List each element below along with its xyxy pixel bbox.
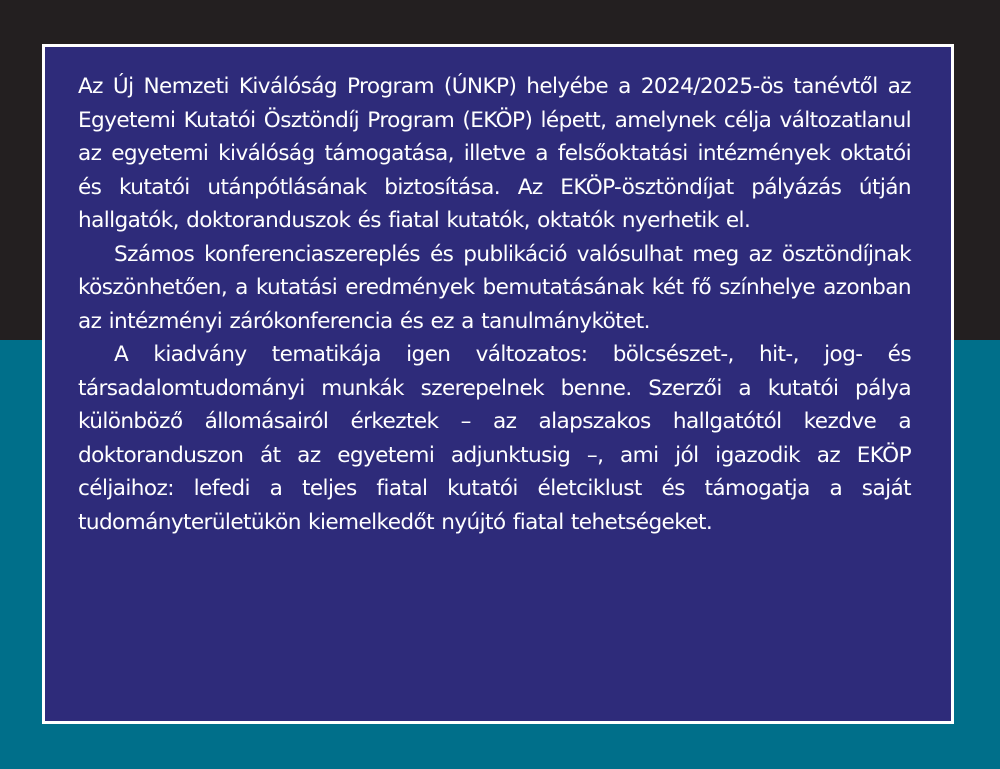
paragraph-2: Számos konferenciaszereplés és publikáció valósulhat meg az ösztöndíjnak köszönhetően, a kutatási eredmények bemutatásának két fő színhelye azonban az intézményi zárókonferencia és ez a tanulmánykötet. bbox=[78, 241, 911, 334]
paragraph-3: A kiadvány tematikája igen változatos: bölcsészet-, hit-, jog- és társadalomtudományi munkák szerepelnek benne. Szerzői a kutatói pálya különböző állomásairól érkeztek – az alapszakos hallgatótól kezdve a doktoranduszon át az egyetemi adjunktusig –, ami jól igazodik az EKÖP céljaihoz: lefedi a teljes fiatal kutatói életciklust és támogatja a saját tudományterületükön kiemelkedőt nyújtó fiatal tehetségeket. bbox=[78, 342, 911, 535]
paragraph-1: Az Új Nemzeti Kiválóság Program (ÚNKP) helyébe a 2024/2025-ös tanévtől az Egyetemi Kutatói Ösztöndíj Program (EKÖP) lépett, amelynek célja változatlanul az egyetemi kiválóság támogatása, illetve a felsőoktatási intézmények oktatói és kutatói utánpótlásának biztosítása. Az EKÖP-ösztöndíjat pályázás útján hallgatók, doktoranduszok és fiatal kutatók, oktatók nyerhetik el. bbox=[78, 74, 911, 233]
text-panel bbox=[42, 44, 954, 724]
